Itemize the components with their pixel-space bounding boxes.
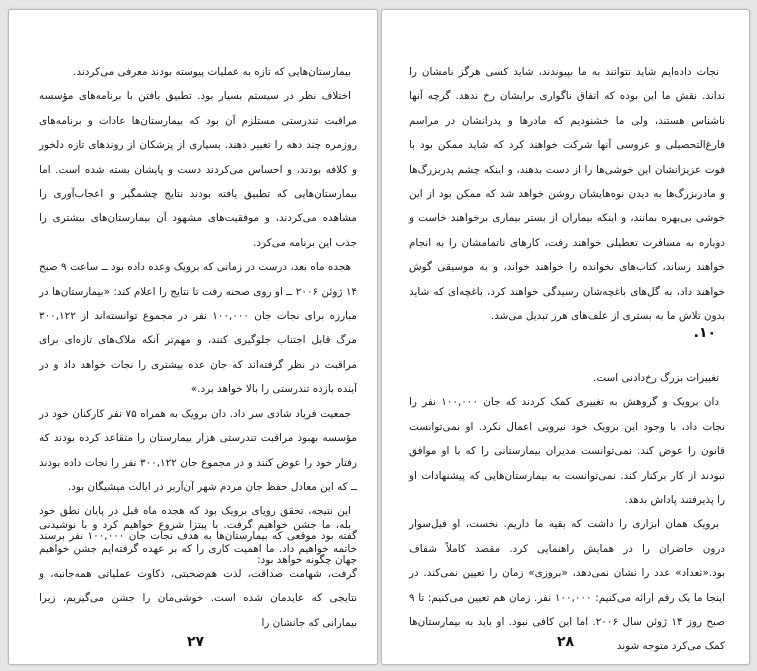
book-page-left (8, 9, 378, 665)
paragraph: دان برویک و گروهش به تغییری کمک کردند که جان ۱۰۰,۰۰۰ نفر را نجات داد، با وجود این برویک خود نیرویی اعمال نکرد. او نمی‌توانست قانون را عوض کند. نمی‌توانست مدیران بیمارستانی را که با او موافق نبودند از کار برکنار کند. نمی‌توانست به بیمارستان‌هایی که پیشنهادات او را پذیرفتند پاداش بدهد. (409, 396, 725, 507)
paragraph: اختلاف نظر در سیستم بسیار بود. تطبیق یافتن با برنامه‌های مؤسسه مراقبت تندرستی مستلزم آن بود که بیمارستان‌ها عادات و برنامه‌های روزمره چند دهه را تغییر دهند. بسیاری از پزشکان از روندهای تازه دلخور و کلافه بودند، و احساس می‌کردند دست و پایشان بسته شده است. اما بیمارستان‌هایی که تطبیق یافته بودند نتایج چشمگیر و اعجاب‌آوری را مشاهده می‌کردند، و موفقیت‌های مشهود آن بیمارستان‌های بیشتری را جذب این برنامه می‌کرد. (39, 90, 357, 249)
paragraph: تغییرات بزرگ رخ‌دادنی است. (593, 372, 719, 384)
paragraph: جمعیت فریاد شادی سر داد. دان برویک به همراه ۷۵ نفر کارکنان خود در مؤسسه بهبود مراقبت تندرستی هزار بیمارستان را متقاعد کرده بودند که رفتار خود را عوض کنند و در مجموع جان ۳۰۰,۱۲۲ نفر را نجات داده بودند ــ که این معادل حفظ جان مردم شهر آن‌آربر در ایالت میشیگان بود. (39, 407, 357, 493)
right-page-quote (409, 60, 725, 328)
paragraph: برویک همان ابزاری را داشت که بقیه ما داریم. نخست، او فیل‌سوار درون حاضران را در همایش راهنمایی کرد. مقصد کاملاً شفاف بود.«تعداد» عدد را نشان نمی‌دهد، «بروزی» زمان را تعیین نمی‌کند. در اینجا ما یک رقم ارائه می‌کنیم: ۱۰۰,۰۰۰ نفر. زمان هم تعیین می‌کنیم: تا ۹ صبح روز ۱۴ ژوئن سال ۲۰۰۶. اما این کافی نبود. او باید به بیمارستان‌ها کمک می‌کرد متوجه شوند (409, 518, 725, 653)
page-number: ۲۷ (187, 634, 205, 650)
page-number: ۲۸ (557, 634, 575, 650)
right-page-text-bottom (409, 366, 725, 659)
paragraph: بله، ما جشن خواهیم گرفت. با پیتزا شروع خواهیم کرد و با نوشیدنی خاتمه خواهیم داد. ما اهمیت کاری را که بر عهده گرفته‌ایم جشن خواهیم گرفت، شهامت صداقت، لذت هم‌صحبتی، ذکاوت عملیاتی همه‌جانبه، و نتایجی که عایدمان شده است. خوشی‌مان را جشن می‌گیریم، زیرا بیمارانی که جانشان را (39, 519, 357, 629)
left-page-text-top (39, 60, 357, 573)
left-page-quote (39, 513, 357, 635)
paragraph: هجده ماه بعد، درست در زمانی که برویک وعده داده بود ــ ساعت ۹ صبح ۱۴ ژوئن ۲۰۰۶ ــ او روی صحنه رفت تا نتایج را اعلام کند: «بیمارستان‌ها در مبارزه برای نجات جان ۱۰۰,۰۰۰ نفر در مجموع توانسته‌اند از ۳۰۰,۱۲۲ مرگ قابل اجتناب جلوگیری کنند، و مهم‌تر آنکه ملاک‌های تازه‌ای برای مراقبت در نظر گرفته‌اند که جان عده بیشتری را نجات خواهد داد و در آینده بازده تندرستی را بالا خواهد برد.» (39, 261, 357, 396)
paragraph: این نتیجه، تحقق رویای برویک بود که هجده ماه قبل در پایان نطق خود گفته بود موقعی که بیمارستان‌ها به هدف نجات جان ۱۰۰,۰۰۰ نفر برسند جهان چگونه خواهد بود: (39, 505, 357, 567)
paragraph: بیمارستان‌هایی که تازه به عملیات پیوسته بودند معرفی می‌کردند. (73, 66, 351, 78)
paragraph: نجات داده‌ایم شاید نتوانند به ما بپیوندند، شاید کسی هرگز نامشان را نداند. نقش ما این بوده که اتفاق ناگواری برایشان رخ ندهد. گرچه آنها ناشناس هستند، ولی ما خشنودیم که مادرها و پدرانشان در مراسم فارغ‌التحصیلی و عروسی آنها شرکت خواهند کرد که شاید ممکن بود با فوت عزیزانشان این خوشی‌ها را از دست بدهند، و اینکه چشم پدربزرگ‌ها و مادربزرگ‌ها به دیدن نوه‌هایشان روشن خواهد شد که ممکن بود از این خوشی بی‌بهره بمانند، و اینکه بیماران از بستر بیماری برخواهند خاست و دوباره به مسافرت تعطیلی خواهند رفت، کارهای ناتمامشان را به انجام خواهند رساند، کتاب‌های نخوانده را خواهند خواند، و به موسیقی گوش خواهند داد، به گل‌های باغچه‌شان رسیدگی خواهند کرد، باغچه‌ای که شاید بدون تلاش ما به بستری از علف‌های هرز تبدیل می‌شد. (409, 66, 725, 323)
section-number: ۱۰. (693, 325, 716, 341)
book-page-right (381, 9, 750, 665)
